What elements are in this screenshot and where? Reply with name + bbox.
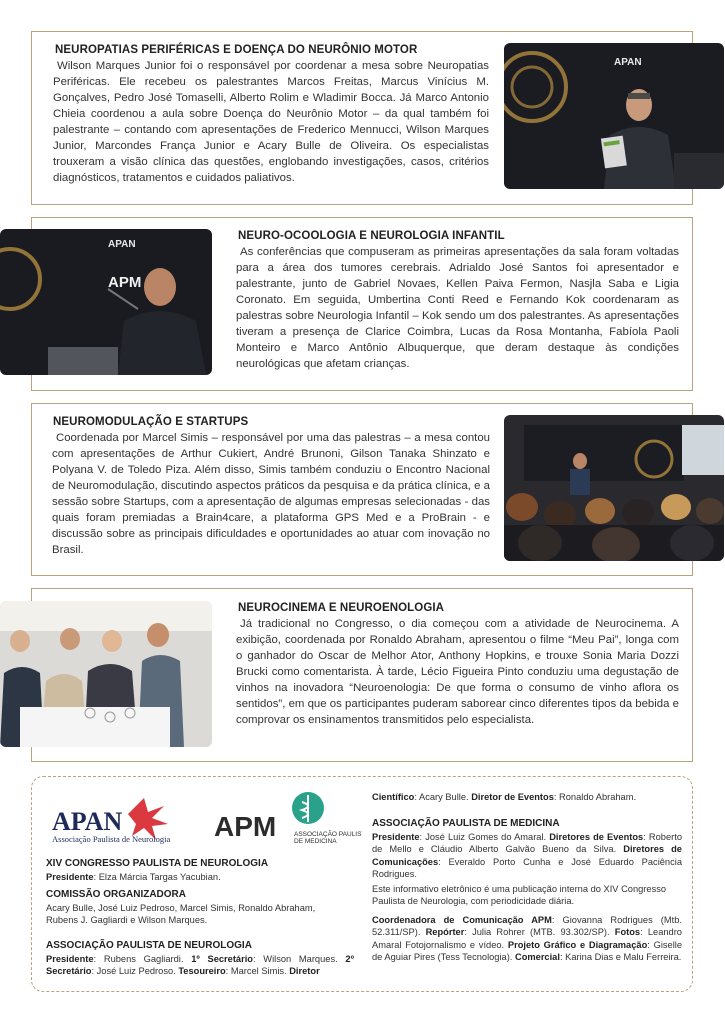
value: : Rubens Gagliardi. bbox=[93, 954, 192, 964]
value: : José Luiz Pedroso. bbox=[91, 966, 179, 977]
section-title: NEURO-OCOOLOGIA E NEUROLOGIA INFANTIL bbox=[238, 230, 505, 242]
value: : Ronaldo Abraham. bbox=[553, 792, 637, 802]
label: Presidente bbox=[46, 954, 94, 964]
section-title: NEUROCINEMA E NEUROENOLOGIA bbox=[238, 602, 445, 614]
label: Diretor de Eventos bbox=[471, 792, 554, 802]
label: Comercial bbox=[514, 952, 560, 963]
apm-logo-text: APM bbox=[214, 811, 277, 842]
section-body: Coordenada por Marcel Simis – responsável por uma das palestras – a mesa contou com apresentações de Arthur Cukiert, André Brunoni, Gilson Tanaka Shinzato e Polyana V. de Toledo Piza. Além disso, Simis também conduziu o Encontro Nacional de Neuromodulação, discutindo aspectos práticos da pesquisa e da prática clínica, e a sessão sobre Startups, com a apresentação de algumas empresas selecionadas - das quais foram premiadas a Brain4care, a plataforma GPS Med e a ProBrain - e discussão sobre as principais dificuldades e oportunidades ao atuar com inovação no Brasil. bbox=[52, 432, 490, 556]
label: Presidente bbox=[46, 872, 94, 882]
value: : José Luiz Gomes do Amaral. bbox=[419, 832, 550, 842]
editorial-credits bbox=[372, 914, 682, 964]
label: Diretores de Eventos bbox=[549, 832, 644, 842]
value: : Marcel Simis. bbox=[225, 966, 290, 977]
apm-logo bbox=[214, 792, 362, 848]
label: Presidente bbox=[372, 832, 420, 842]
apn-title: ASSOCIAÇÃO PAULISTA DE NEUROLOGIA bbox=[46, 940, 252, 951]
value: : Everaldo Porto Cunha e José Eduardo Paciência Rodrigues. bbox=[372, 856, 682, 880]
label: Tesoureiro bbox=[178, 966, 226, 977]
value: : Giovanna Rodrigues (Mtb. 52.311/SP). bbox=[372, 915, 682, 938]
committee-title: COMISSÃO ORGANIZADORA bbox=[46, 889, 186, 900]
value: : Roberto de Mello e Cláudio Alberto Galvão Bueno da Silva. bbox=[372, 832, 682, 855]
label: Diretores de Comunicações bbox=[372, 844, 682, 867]
value: : Karina Dias e Malu Ferreira. bbox=[559, 952, 682, 963]
apan-backdrop-text: APAN bbox=[614, 57, 642, 68]
label: Diretor bbox=[289, 966, 320, 977]
label: Científico bbox=[372, 792, 415, 802]
section-body: As conferências que compuseram as primeiras apresentações da sala foram voltadas para a área dos tumores cerebrais. Adrialdo José Santos foi apresentador e palestrante, junto de Gabriel Novaes, Kellen Paiva Fermon, Nasjla Saba e Ligia Coronato. Em seguida, Umbertina Conti Reed e Fernando Kok coordenaram as palestras sobre Neurologia Infantil – Kok sendo um dos palestrantes. As apresentações tiveram a presença de Clarice Coimbra, Lucas da Rosa Montanha, Fabíola Paoli Monteiro e Marco Antônio Albuquerque, que deram destaque às condições neurológicas que afetam crianças. bbox=[236, 246, 679, 370]
photo-wine-tasting bbox=[0, 601, 212, 747]
label: 1º Secretário bbox=[191, 954, 253, 964]
label: Projeto Gráfico e Diagramação bbox=[507, 939, 648, 950]
committee-names: Acary Bulle, José Luiz Pedroso, Marcel Simis, Ronaldo Abraham, Rubens J. Gagliardi e Wilson Marques. bbox=[46, 903, 316, 926]
apan-logo bbox=[52, 796, 202, 846]
apn-board bbox=[46, 953, 354, 978]
apan-logo-subtitle: Associação Paulista de Neurologia bbox=[52, 834, 171, 844]
value: : Julia Rohrer (MTB. 93.302/SP). bbox=[464, 927, 615, 938]
label: 2º Secretário bbox=[46, 954, 354, 977]
label: Coordenadora de Comunicação APM bbox=[372, 915, 552, 925]
section-title: NEUROMODULAÇÃO E STARTUPS bbox=[53, 416, 249, 428]
value: : Acary Bulle. bbox=[414, 792, 472, 802]
section-title: NEUROPATIAS PERIFÉRICAS E DOENÇA DO NEURÔNIO MOTOR bbox=[55, 44, 418, 56]
congress-president bbox=[46, 871, 346, 883]
value: : Leandro Amaral Fotojornalismo e vídeo. bbox=[372, 927, 682, 950]
apm-board bbox=[372, 831, 682, 881]
value: : Giselle de Aguiar Pires (Tess Tecnologia). bbox=[372, 939, 683, 963]
value: : Wilson Marques. bbox=[252, 954, 346, 964]
apan-backdrop-text: APAN bbox=[108, 239, 136, 250]
section-body: Já tradicional no Congresso, o dia começou com a atividade de Neurocinema. A exibição, coordenada por Ronaldo Abraham, apresentou o filme “Meu Pai”, longa com o ganhador do Oscar de Melhor Ator, Anthony Hopkins, e trouxe Sonia Maria Dozzi Brucki como comentarista. À tarde, Lécio Figueira Pinto conduziu uma degustação de vinhos na inovadora “Neuroenologia: De que forma o consumo de vinho aflora os sentidos”, em que os participantes puderam saborear cinco diferentes tipos da bebida e comprovar os ensinamentos transmitidos pelo especialista. bbox=[236, 618, 679, 726]
apm-title: ASSOCIAÇÃO PAULISTA DE MEDICINA bbox=[372, 818, 560, 829]
apm-backdrop-text: APM bbox=[108, 274, 142, 291]
photo-speaker-microphone bbox=[0, 229, 212, 375]
section-body: Wilson Marques Junior foi o responsável por coordenar a mesa sobre Neuropatias Periféricas. Ele recebeu os palestrantes Marcos Freitas, Marcus Vinícius M. Gonçalves, Pedro José Tomaselli, Alberto Rolim e Wladimir Bocca. Já Marco Antonio Chieia coordenou a aula sobre Doença do Neurônio Motor – da qual também foi palestrante – contando com apresentações de Frederico Mennucci, Wilson Marques Junior, Marcondes França Junior e Acary Bulle de Oliveira. Os especialistas trouxeram a visão clínica das questões, englobando investigações, casos, critérios diagnósticos, tratamentos e cuidados paliativos. bbox=[53, 60, 489, 184]
apan-logo-text: APAN bbox=[52, 807, 123, 836]
photo-auditorium bbox=[504, 415, 724, 561]
value: : Elza Márcia Targas Yacubian. bbox=[93, 872, 221, 882]
apm-logo-subtitle-1: ASSOCIAÇÃO PAULISTA bbox=[294, 831, 362, 838]
congress-title: XIV CONGRESSO PAULISTA DE NEUROLOGIA bbox=[46, 858, 269, 869]
label: Repórter bbox=[425, 927, 465, 938]
apm-logo-subtitle-2: DE MEDICINA bbox=[294, 838, 337, 845]
label: Fotos bbox=[614, 927, 641, 938]
apn-board-cont bbox=[372, 791, 682, 803]
info-text: Este informativo eletrônico é uma publicação interna do XIV Congresso Paulista de Neurologia, com periodicidade diária. bbox=[372, 884, 667, 907]
photo-speaker-podium bbox=[504, 43, 724, 189]
